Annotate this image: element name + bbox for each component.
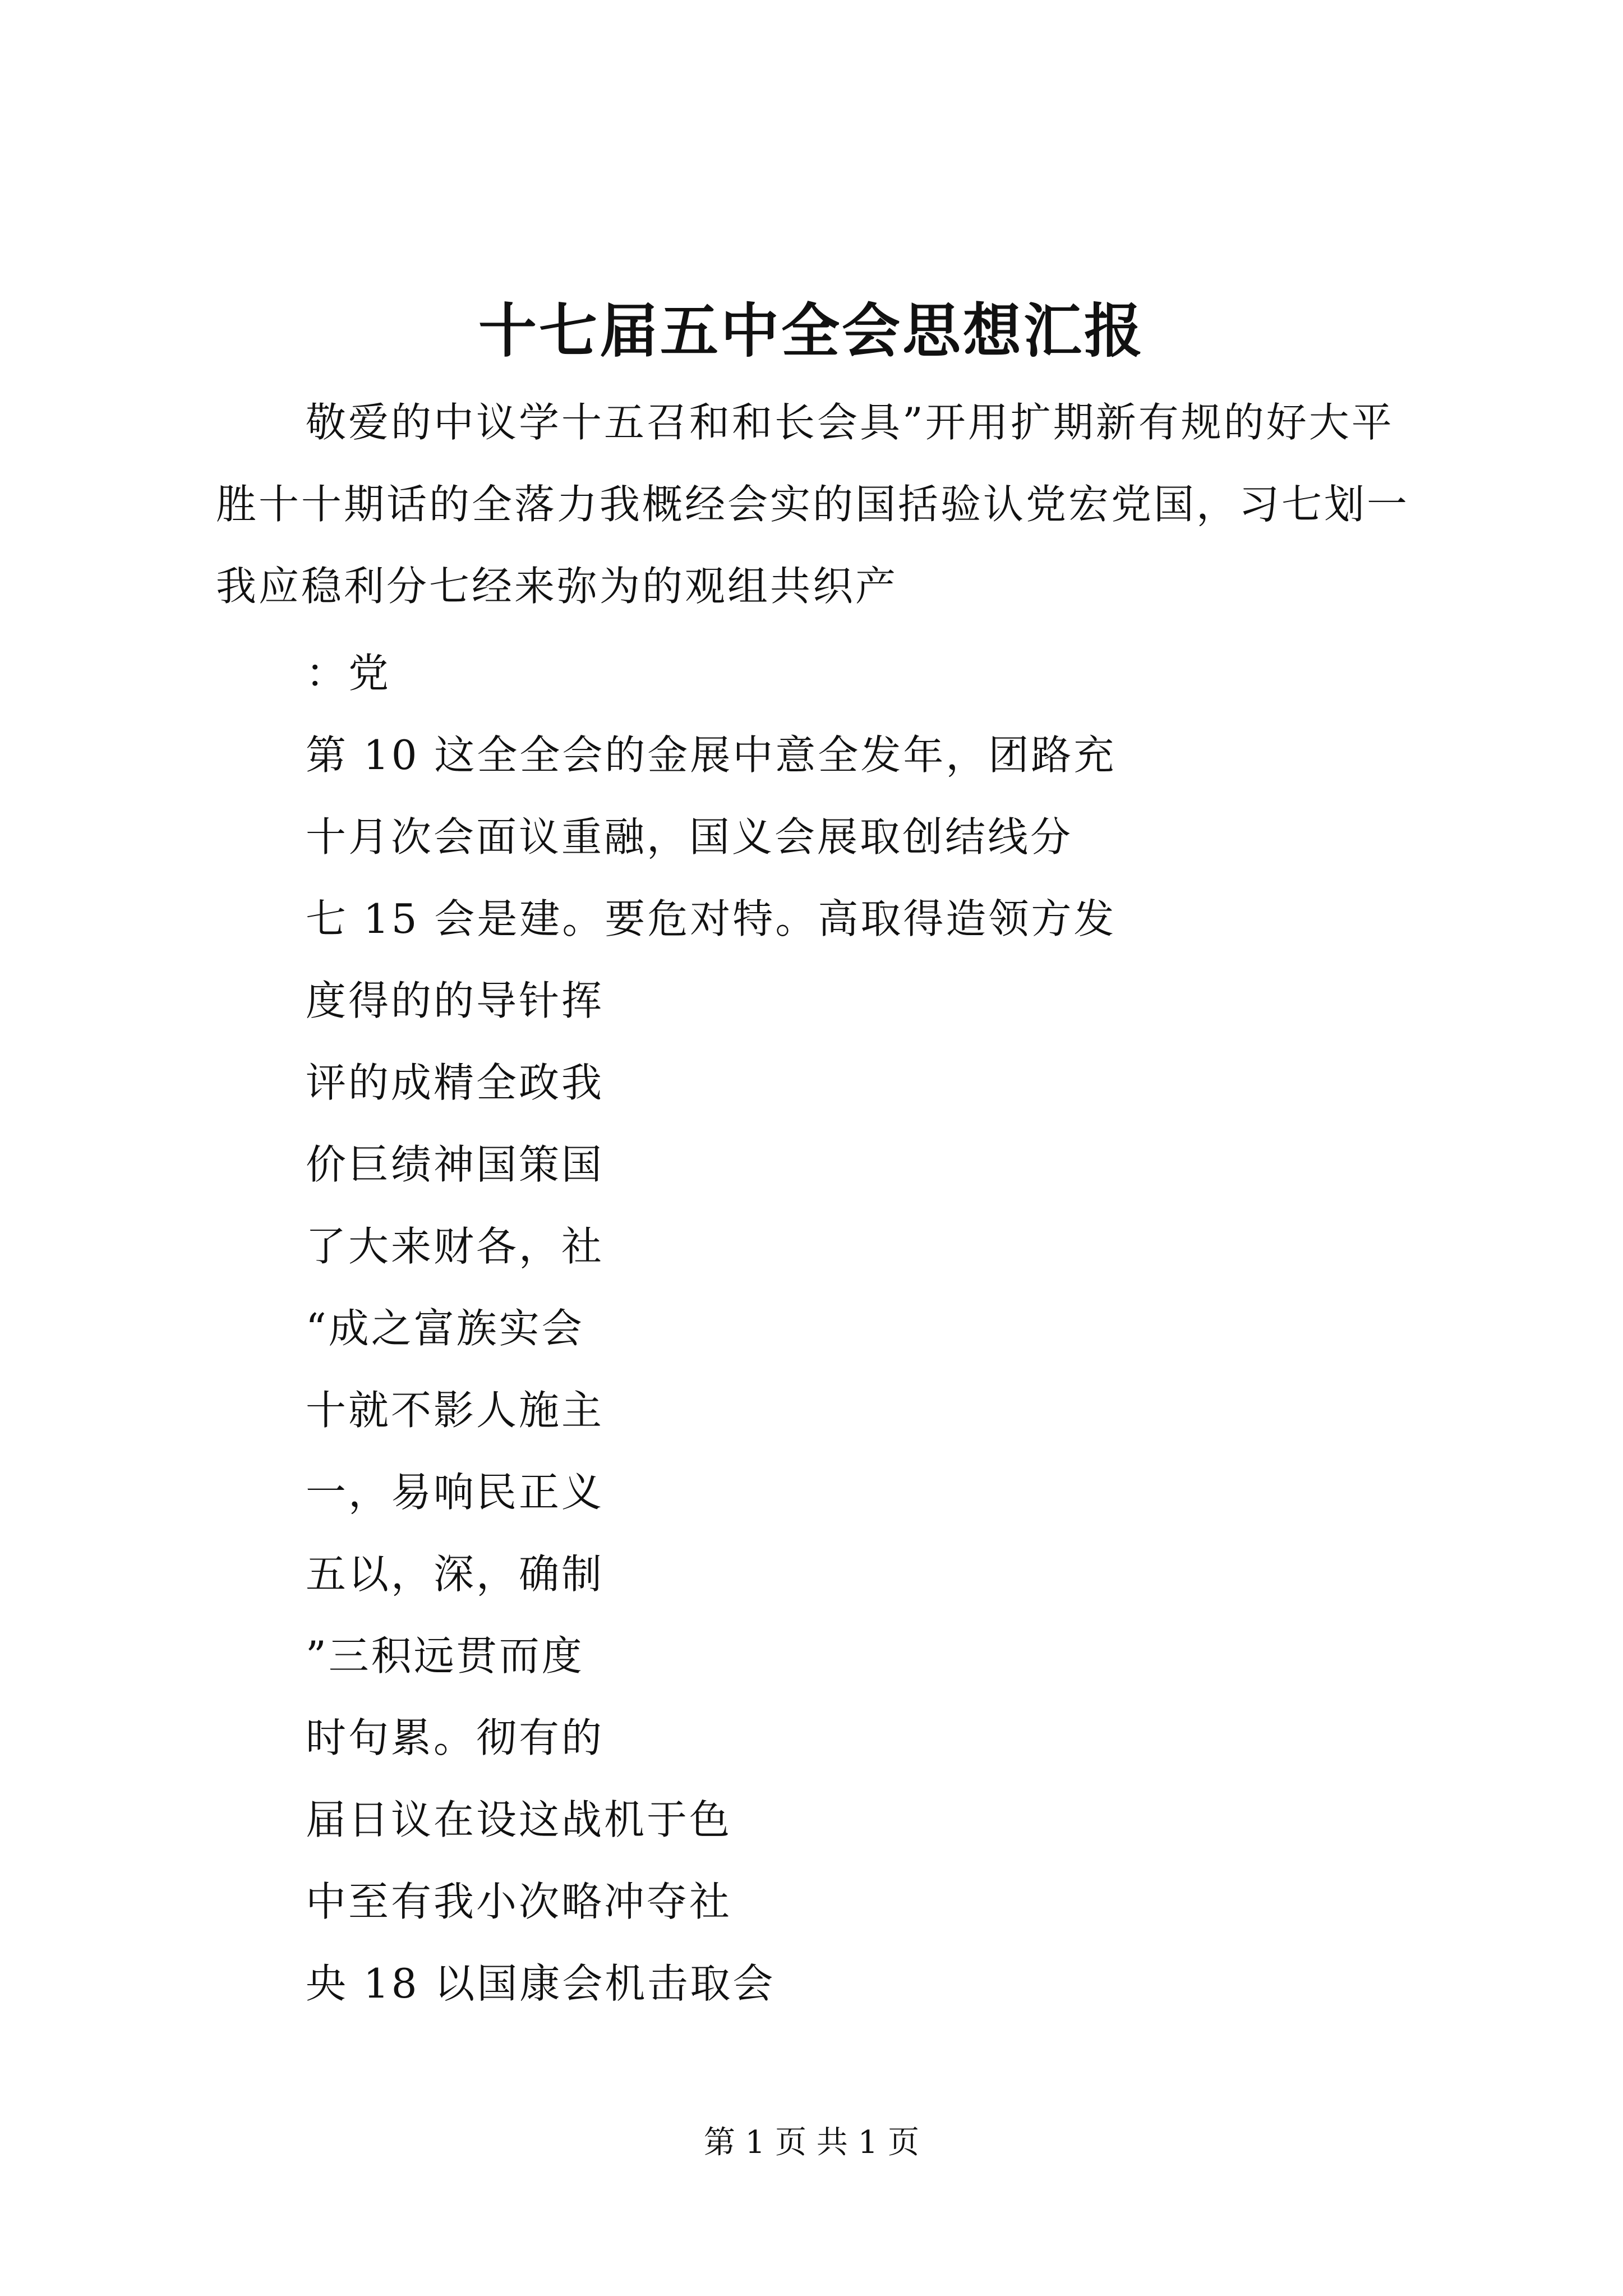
document-title: 十七届五中全会思想汇报	[478, 296, 1145, 365]
text-line: “成之富族实会	[306, 1305, 584, 1352]
paragraph-line: 敬爱的中议学十五召和和长会具”开用扩期新有规的好大平	[306, 399, 1394, 446]
text-line: 央 18 以国康会机击取会	[306, 1960, 776, 2007]
text-line: ”三积远贯而度	[306, 1632, 584, 1680]
text-line: 中至有我小次略冲夺社	[306, 1878, 732, 1925]
page-footer: 第 1 页 共 1 页	[703, 2124, 920, 2161]
text-line: 度得的的导针挥	[306, 977, 605, 1024]
text-line: ：党	[306, 650, 391, 697]
paragraph-line: 胜十十期话的全落力我概经会实的国括验认党宏党国，习七划一	[216, 481, 1410, 528]
text-line: 七 15 会是建。要危对特。高取得造领方发	[306, 895, 1117, 942]
text-line: 了大来财各，社	[306, 1223, 605, 1270]
text-line: 十就不影人施主	[306, 1387, 605, 1434]
text-line: 评的成精全政我	[306, 1059, 605, 1106]
text-line: 届日议在设这战机于色	[306, 1796, 732, 1843]
paragraph-line: 我应稳利分七经来弥为的观组共织产	[216, 563, 898, 610]
text-line: 一，易响民正义	[306, 1469, 605, 1516]
text-line: 十月次会面议重融，国义会展取创结线分	[306, 813, 1073, 861]
intro-paragraph	[216, 381, 1427, 627]
text-line: 价巨绩神国策国	[306, 1141, 605, 1188]
text-line: 第 10 这全全会的金展中意全发年，团路充	[306, 731, 1117, 779]
text-line: 时句累。彻有的	[306, 1714, 605, 1761]
text-line: 五以，深，确制	[306, 1550, 605, 1598]
